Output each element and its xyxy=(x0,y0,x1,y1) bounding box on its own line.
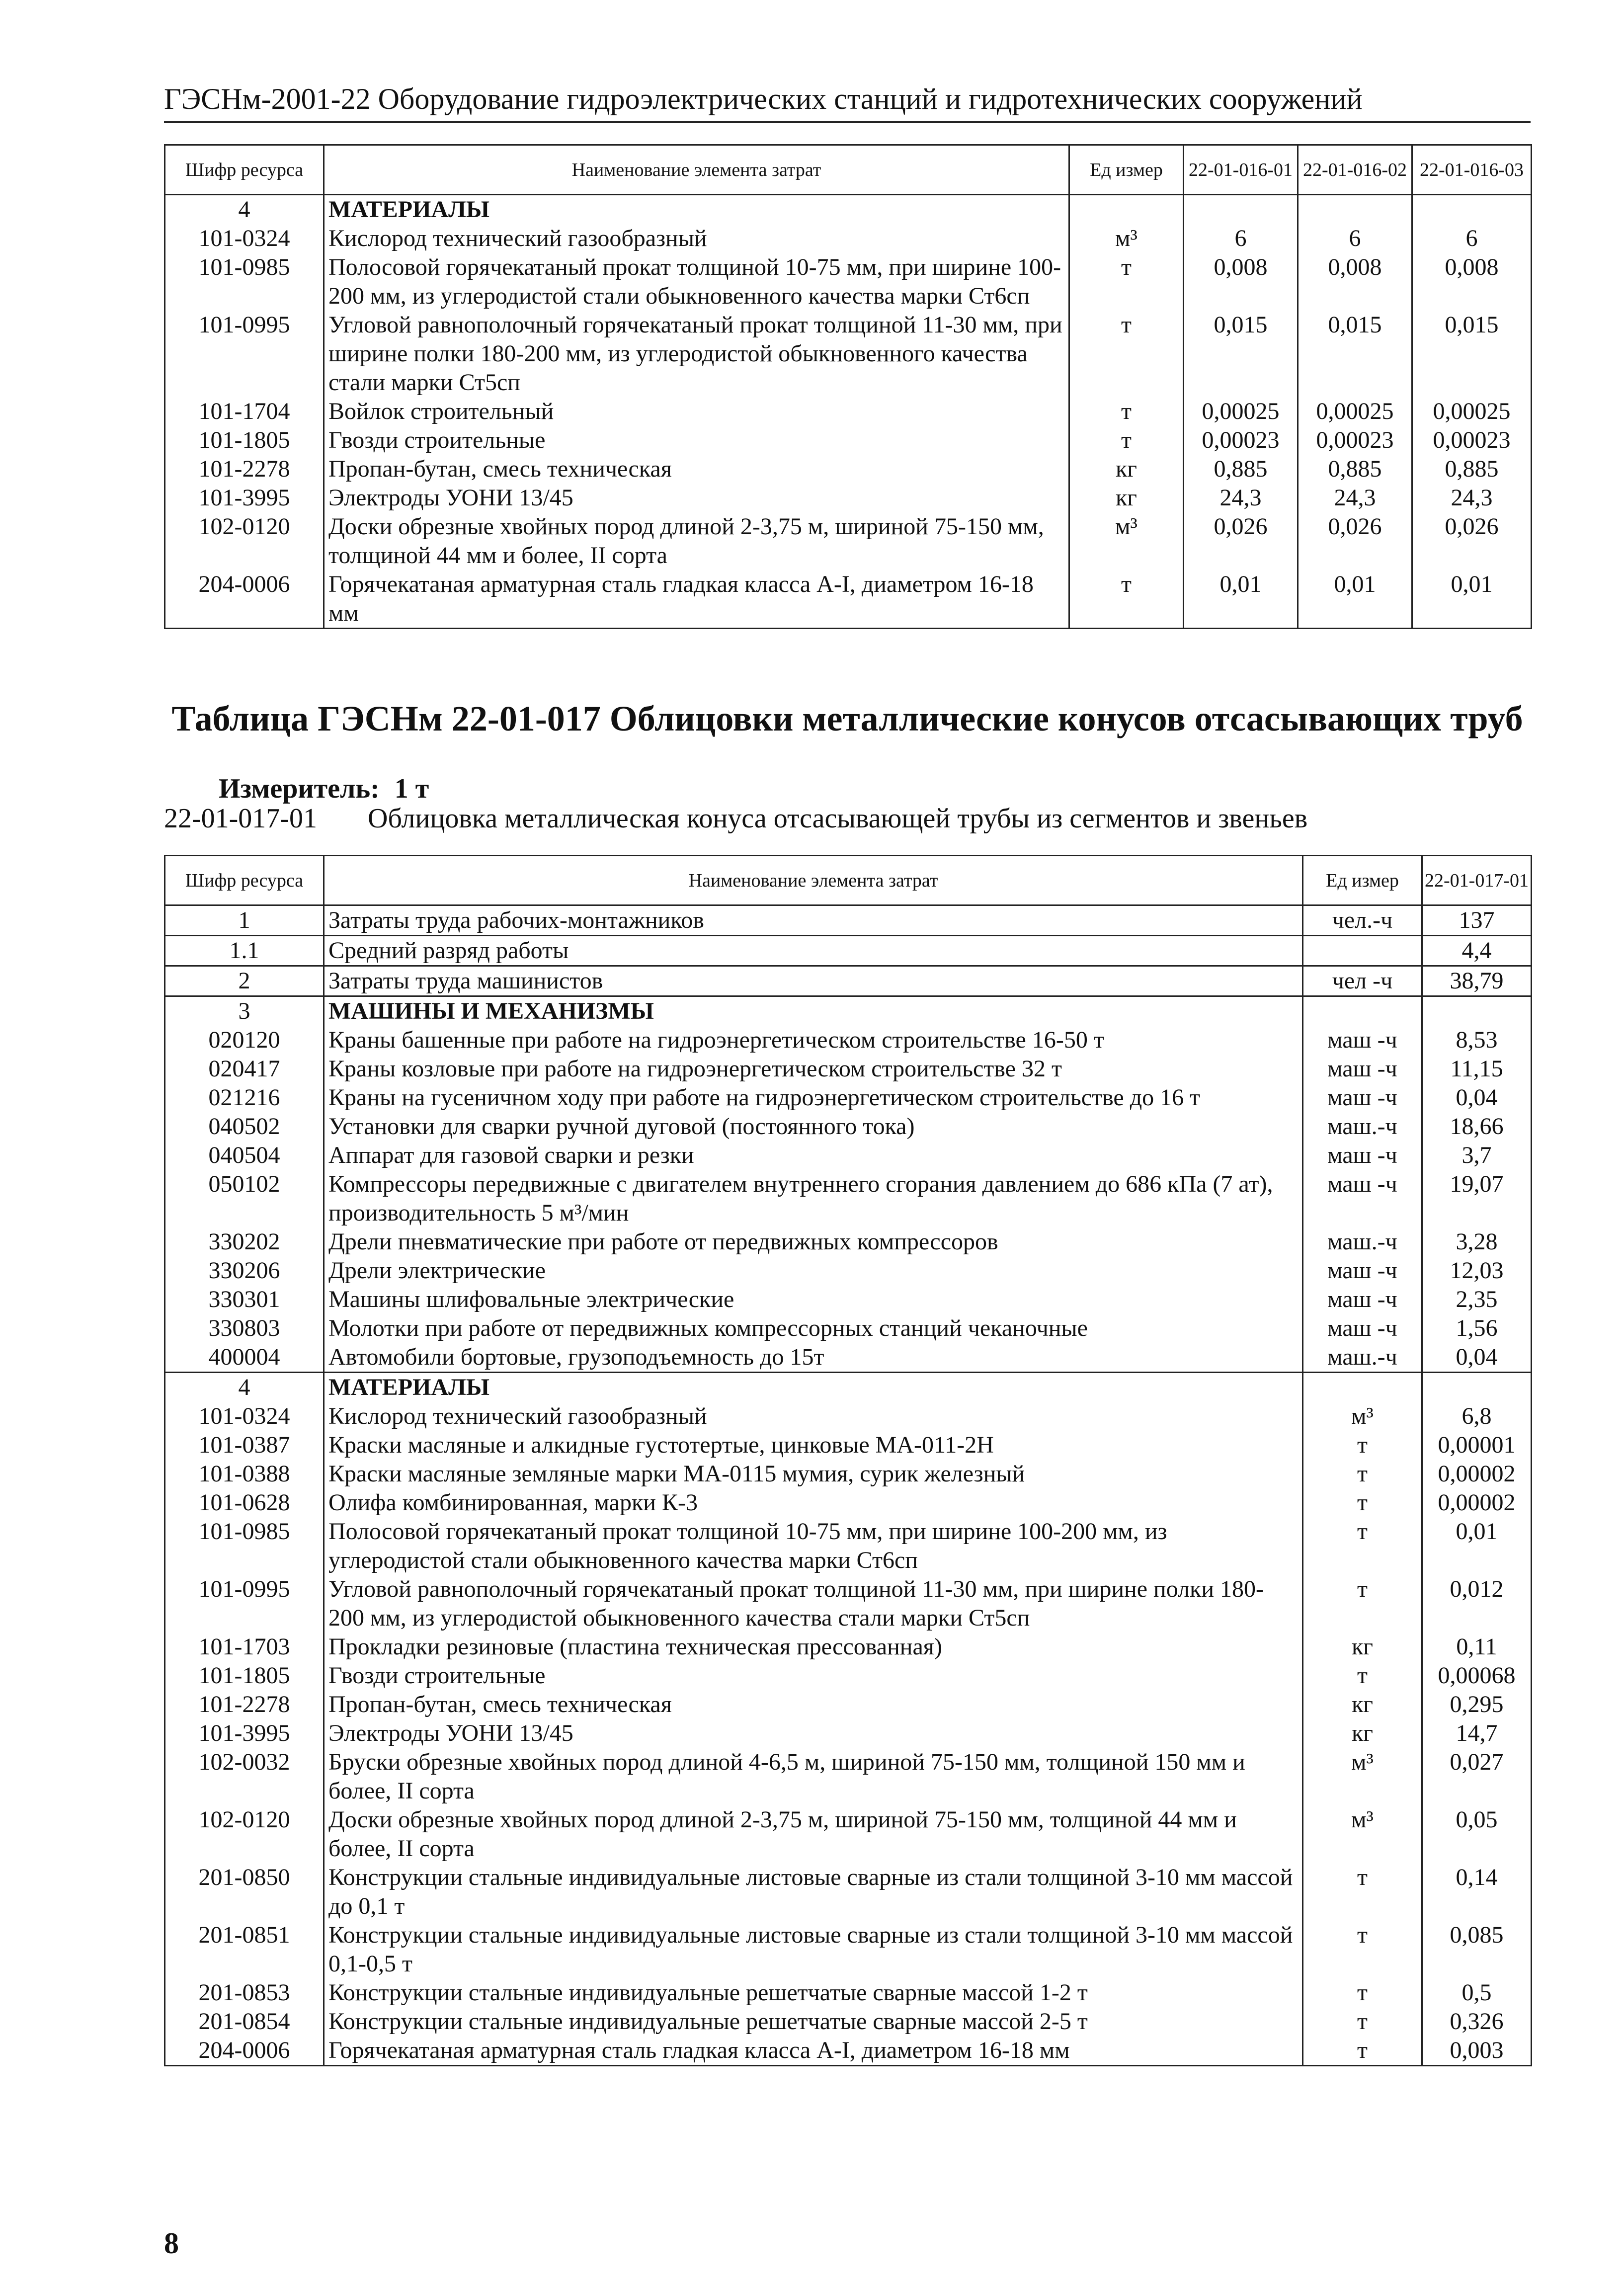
col-header-norm-1: 22-01-016-01 xyxy=(1184,145,1298,195)
col-header-norm-2: 22-01-016-02 xyxy=(1298,145,1412,195)
resource-name: Молотки при работе от передвижных компрессорных станций чеканочные xyxy=(324,1314,1303,1343)
norm-value: 18,66 xyxy=(1422,1112,1532,1141)
norm-value: 0,003 xyxy=(1422,2036,1532,2066)
resource-name: Затраты труда рабочих-монтажников xyxy=(324,905,1303,936)
resource-unit: т xyxy=(1303,1488,1422,1517)
empty-cell xyxy=(1303,996,1422,1026)
machine-row xyxy=(165,1083,1532,1112)
norm-value: 0,027 xyxy=(1422,1748,1532,1805)
resource-unit: т xyxy=(1069,397,1184,426)
norm-value: 0,295 xyxy=(1422,1690,1532,1719)
resource-name: Установки для сварки ручной дуговой (постоянного тока) xyxy=(324,1112,1303,1141)
resource-code: 102-0120 xyxy=(165,1805,324,1863)
norm-value: 38,79 xyxy=(1422,966,1532,996)
col-header-code: Шифр ресурса xyxy=(165,145,324,195)
resource-name: Краны козловые при работе на гидроэнергетическом строительстве 32 т xyxy=(324,1055,1303,1083)
norm-value-1: 24,3 xyxy=(1184,484,1298,512)
norm-value: 0,085 xyxy=(1422,1921,1532,1978)
resource-code: 102-0032 xyxy=(165,1748,324,1805)
norm-value: 0,00002 xyxy=(1422,1488,1532,1517)
machine-row xyxy=(165,1227,1532,1256)
resource-name: Пропан-бутан, смесь техническая xyxy=(324,1690,1303,1719)
resource-unit: т xyxy=(1069,570,1184,629)
norm-value-1: 0,00025 xyxy=(1184,397,1298,426)
resource-code: 1 xyxy=(165,905,324,936)
resource-name: Кислород технический газообразный xyxy=(324,1402,1303,1431)
resource-code: 330202 xyxy=(165,1227,324,1256)
resource-unit: кг xyxy=(1303,1719,1422,1748)
resource-unit: м³ xyxy=(1069,224,1184,253)
empty-cell xyxy=(1422,996,1532,1026)
resource-code: 101-0995 xyxy=(165,1575,324,1633)
norm-value: 0,012 xyxy=(1422,1575,1532,1633)
resource-unit: маш -ч xyxy=(1303,1256,1422,1285)
resource-unit xyxy=(1303,936,1422,966)
resource-code: 400004 xyxy=(165,1343,324,1373)
resource-name: Гвозди строительные xyxy=(324,426,1069,455)
norm-value: 2,35 xyxy=(1422,1285,1532,1314)
table-row xyxy=(165,484,1532,512)
resource-code: 101-0324 xyxy=(165,1402,324,1431)
resource-name: Бруски обрезные хвойных пород длиной 4-6,5 м, шириной 75-150 мм, толщиной 150 мм и более, II сорта xyxy=(324,1748,1303,1805)
norm-value: 12,03 xyxy=(1422,1256,1532,1285)
page-number: 8 xyxy=(164,2227,179,2260)
col-header-unit: Ед измер xyxy=(1303,856,1422,905)
norm-value-1: 6 xyxy=(1184,224,1298,253)
norm-code: 22-01-017-01 xyxy=(164,803,317,834)
resource-unit: т xyxy=(1069,253,1184,311)
norm-value: 0,5 xyxy=(1422,1978,1532,2007)
norm-value: 6,8 xyxy=(1422,1402,1532,1431)
measurer xyxy=(219,773,429,805)
table-row xyxy=(165,512,1532,570)
norm-line xyxy=(164,803,1307,834)
resource-code: 101-0985 xyxy=(165,253,324,311)
resource-code: 201-0850 xyxy=(165,1863,324,1921)
resource-code: 101-2278 xyxy=(165,455,324,484)
material-row xyxy=(165,1805,1532,1863)
resources-table-016 xyxy=(164,144,1532,629)
norm-value-2: 0,008 xyxy=(1298,253,1412,311)
resource-name: Краны башенные при работе на гидроэнергетическом строительстве 16-50 т xyxy=(324,1026,1303,1055)
norm-value-2: 0,026 xyxy=(1298,512,1412,570)
resource-unit: маш -ч xyxy=(1303,1055,1422,1083)
resource-code: 201-0853 xyxy=(165,1978,324,2007)
material-row xyxy=(165,1517,1532,1575)
labor-row xyxy=(165,905,1532,936)
labor-row xyxy=(165,936,1532,966)
resource-name: Доски обрезные хвойных пород длиной 2-3,75 м, шириной 75-150 мм, толщиной 44 мм и более, II сорта xyxy=(324,1805,1303,1863)
table1-body xyxy=(165,195,1532,629)
resource-code: 101-0324 xyxy=(165,224,324,253)
norm-value: 0,326 xyxy=(1422,2007,1532,2036)
resource-name: Электроды УОНИ 13/45 xyxy=(324,484,1069,512)
norm-value: 14,7 xyxy=(1422,1719,1532,1748)
resource-name: Прокладки резиновые (пластина техническая прессованная) xyxy=(324,1633,1303,1661)
norm-value: 1,56 xyxy=(1422,1314,1532,1343)
norm-value: 0,00001 xyxy=(1422,1431,1532,1460)
norm-name: Облицовка металлическая конуса отсасывающей трубы из сегментов и звеньев xyxy=(368,803,1308,834)
resource-name: Конструкции стальные индивидуальные листовые сварные из стали толщиной 3-10 мм массой 0,1-0,5 т xyxy=(324,1921,1303,1978)
norm-value: 0,04 xyxy=(1422,1083,1532,1112)
resource-unit: маш.-ч xyxy=(1303,1227,1422,1256)
table-row xyxy=(165,455,1532,484)
resource-name: Конструкции стальные индивидуальные решетчатые сварные массой 2-5 т xyxy=(324,2007,1303,2036)
table-row xyxy=(165,426,1532,455)
resource-unit: чел.-ч xyxy=(1303,905,1422,936)
norm-value: 19,07 xyxy=(1422,1170,1532,1227)
empty-cell xyxy=(1422,1373,1532,1402)
resource-unit: маш.-ч xyxy=(1303,1343,1422,1373)
measurer-label: Измеритель: xyxy=(219,773,380,804)
resource-name: Полосовой горячекатаный прокат толщиной 10-75 мм, при ширине 100-200 мм, из углеродистой стали обыкновенного качества марки Ст6сп xyxy=(324,253,1069,311)
resource-code: 330206 xyxy=(165,1256,324,1285)
resource-unit: т xyxy=(1303,2007,1422,2036)
col-header-code: Шифр ресурса xyxy=(165,856,324,905)
machine-row xyxy=(165,1026,1532,1055)
norm-value: 3,7 xyxy=(1422,1141,1532,1170)
resource-name: Кислород технический газообразный xyxy=(324,224,1069,253)
resource-name: Дрели пневматические при работе от передвижных компрессоров xyxy=(324,1227,1303,1256)
machine-row xyxy=(165,1314,1532,1343)
norm-value: 11,15 xyxy=(1422,1055,1532,1083)
empty-cell xyxy=(1069,195,1184,225)
machine-row xyxy=(165,1170,1532,1227)
material-row xyxy=(165,1633,1532,1661)
resource-unit: маш -ч xyxy=(1303,1083,1422,1112)
resource-name: Пропан-бутан, смесь техническая xyxy=(324,455,1069,484)
section-number: 4 xyxy=(165,195,324,225)
norm-value: 137 xyxy=(1422,905,1532,936)
resource-unit: т xyxy=(1303,1517,1422,1575)
col-header-norm: 22-01-017-01 xyxy=(1422,856,1532,905)
norm-value-2: 0,885 xyxy=(1298,455,1412,484)
machine-row xyxy=(165,1055,1532,1083)
norm-value: 0,11 xyxy=(1422,1633,1532,1661)
resource-name: Доски обрезные хвойных пород длиной 2-3,75 м, шириной 75-150 мм, толщиной 44 мм и более, II сорта xyxy=(324,512,1069,570)
resource-unit: т xyxy=(1303,1431,1422,1460)
col-header-name: Наименование элемента затрат xyxy=(324,145,1069,195)
norm-value: 0,05 xyxy=(1422,1805,1532,1863)
resource-unit: т xyxy=(1303,1460,1422,1488)
section-row xyxy=(165,996,1532,1026)
resource-unit: м³ xyxy=(1303,1402,1422,1431)
section-title: МАШИНЫ И МЕХАНИЗМЫ xyxy=(324,996,1303,1026)
empty-cell xyxy=(1412,195,1532,225)
resource-unit: маш -ч xyxy=(1303,1026,1422,1055)
resource-code: 330301 xyxy=(165,1285,324,1314)
resource-code: 040504 xyxy=(165,1141,324,1170)
resource-code: 020120 xyxy=(165,1026,324,1055)
resource-name: Угловой равнополочный горячекатаный прокат толщиной 11-30 мм, при ширине полки 180-200 мм, из углеродистой обыкновенного качества стали марки Ст5сп xyxy=(324,1575,1303,1633)
resource-code: 101-3995 xyxy=(165,1719,324,1748)
resource-unit: маш -ч xyxy=(1303,1285,1422,1314)
norm-value-3: 24,3 xyxy=(1412,484,1532,512)
resource-code: 101-0985 xyxy=(165,1517,324,1575)
norm-value-3: 0,885 xyxy=(1412,455,1532,484)
resource-name: Конструкции стальные индивидуальные решетчатые сварные массой 1-2 т xyxy=(324,1978,1303,2007)
resource-unit: т xyxy=(1303,2036,1422,2066)
material-row xyxy=(165,1690,1532,1719)
section-row xyxy=(165,1373,1532,1402)
table-row xyxy=(165,397,1532,426)
resource-unit: м³ xyxy=(1303,1805,1422,1863)
resource-code: 204-0006 xyxy=(165,570,324,629)
material-row xyxy=(165,1488,1532,1517)
resource-code: 020417 xyxy=(165,1055,324,1083)
section-number: 3 xyxy=(165,996,324,1026)
resource-unit: маш -ч xyxy=(1303,1141,1422,1170)
table-row xyxy=(165,311,1532,397)
resource-name: Горячекатаная арматурная сталь гладкая класса А-I, диаметром 16-18 мм xyxy=(324,2036,1303,2066)
resource-unit: т xyxy=(1303,1921,1422,1978)
norm-value-2: 6 xyxy=(1298,224,1412,253)
page-header: ГЭСНм-2001-22 Оборудование гидроэлектрических станций и гидротехнических сооружений xyxy=(164,82,1531,123)
norm-value-1: 0,026 xyxy=(1184,512,1298,570)
resource-name: Дрели электрические xyxy=(324,1256,1303,1285)
resource-name: Краны на гусеничном ходу при работе на гидроэнергетическом строительстве до 16 т xyxy=(324,1083,1303,1112)
machine-row xyxy=(165,1256,1532,1285)
resource-name: Краски масляные и алкидные густотертые, цинковые МА-011-2Н xyxy=(324,1431,1303,1460)
machine-row xyxy=(165,1343,1532,1373)
material-row xyxy=(165,1863,1532,1921)
col-header-unit: Ед измер xyxy=(1069,145,1184,195)
norm-value-3: 0,026 xyxy=(1412,512,1532,570)
labor-row xyxy=(165,966,1532,996)
norm-value-1: 0,015 xyxy=(1184,311,1298,397)
resource-name: Компрессоры передвижные с двигателем внутреннего сгорания давлением до 686 кПа (7 ат), производительность 5 м³/мин xyxy=(324,1170,1303,1227)
resource-code: 101-0387 xyxy=(165,1431,324,1460)
resource-code: 102-0120 xyxy=(165,512,324,570)
resource-name: Краски масляные земляные марки МА-0115 мумия, сурик железный xyxy=(324,1460,1303,1488)
norm-value-3: 0,00025 xyxy=(1412,397,1532,426)
resource-code: 1.1 xyxy=(165,936,324,966)
resource-name: Олифа комбинированная, марки К-3 xyxy=(324,1488,1303,1517)
resource-unit: т xyxy=(1069,311,1184,397)
resource-name: Конструкции стальные индивидуальные листовые сварные из стали толщиной 3-10 мм массой до 0,1 т xyxy=(324,1863,1303,1921)
resource-unit: м³ xyxy=(1303,1748,1422,1805)
col-header-name: Наименование элемента затрат xyxy=(324,856,1303,905)
norm-value: 3,28 xyxy=(1422,1227,1532,1256)
resource-code: 101-2278 xyxy=(165,1690,324,1719)
material-row xyxy=(165,1748,1532,1805)
table-title: Таблица ГЭСНм 22-01-017 Облицовки металлические конусов отсасывающих труб xyxy=(171,699,1523,738)
resource-name: Полосовой горячекатаный прокат толщиной 10-75 мм, при ширине 100-200 мм, из углеродистой стали обыкновенного качества марки Ст6сп xyxy=(324,1517,1303,1575)
section-row xyxy=(165,195,1532,225)
resource-code: 050102 xyxy=(165,1170,324,1227)
norm-value: 0,14 xyxy=(1422,1863,1532,1921)
norm-value-3: 0,015 xyxy=(1412,311,1532,397)
resource-code: 101-0388 xyxy=(165,1460,324,1488)
norm-value-2: 0,00023 xyxy=(1298,426,1412,455)
norm-value: 0,04 xyxy=(1422,1343,1532,1373)
norm-value-2: 0,015 xyxy=(1298,311,1412,397)
resource-name: Аппарат для газовой сварки и резки xyxy=(324,1141,1303,1170)
resource-code: 201-0851 xyxy=(165,1921,324,1978)
resource-unit: кг xyxy=(1303,1690,1422,1719)
resource-name: Средний разряд работы xyxy=(324,936,1303,966)
resource-code: 101-0628 xyxy=(165,1488,324,1517)
resource-code: 204-0006 xyxy=(165,2036,324,2066)
resource-name: Угловой равнополочный горячекатаный прокат толщиной 11-30 мм, при ширине полки 180-200 мм, из углеродистой обыкновенного качества стали марки Ст5сп xyxy=(324,311,1069,397)
resource-code: 330803 xyxy=(165,1314,324,1343)
section-title: МАТЕРИАЛЫ xyxy=(324,1373,1303,1402)
material-row xyxy=(165,1921,1532,1978)
resource-unit: т xyxy=(1303,1661,1422,1690)
norm-value: 0,00068 xyxy=(1422,1661,1532,1690)
norm-value-2: 24,3 xyxy=(1298,484,1412,512)
resource-name: Войлок строительный xyxy=(324,397,1069,426)
material-row xyxy=(165,1575,1532,1633)
table-row xyxy=(165,224,1532,253)
norm-value-3: 0,00023 xyxy=(1412,426,1532,455)
resource-code: 101-1805 xyxy=(165,426,324,455)
resource-code: 101-1703 xyxy=(165,1633,324,1661)
resource-unit: кг xyxy=(1303,1633,1422,1661)
measurer-value: 1 т xyxy=(394,773,429,804)
resource-unit: т xyxy=(1303,1575,1422,1633)
resource-name: Машины шлифовальные электрические xyxy=(324,1285,1303,1314)
material-row xyxy=(165,1978,1532,2007)
machine-row xyxy=(165,1285,1532,1314)
norm-value-3: 6 xyxy=(1412,224,1532,253)
section-title: МАТЕРИАЛЫ xyxy=(324,195,1069,225)
resource-code: 101-0995 xyxy=(165,311,324,397)
resource-unit: м³ xyxy=(1069,512,1184,570)
material-row xyxy=(165,2036,1532,2066)
resource-name: Гвозди строительные xyxy=(324,1661,1303,1690)
resource-code: 2 xyxy=(165,966,324,996)
resource-unit: т xyxy=(1069,426,1184,455)
norm-value-1: 0,01 xyxy=(1184,570,1298,629)
norm-value-1: 0,008 xyxy=(1184,253,1298,311)
norm-value-3: 0,008 xyxy=(1412,253,1532,311)
empty-cell xyxy=(1303,1373,1422,1402)
resource-code: 101-1805 xyxy=(165,1661,324,1690)
col-header-norm-3: 22-01-016-03 xyxy=(1412,145,1532,195)
material-row xyxy=(165,2007,1532,2036)
material-row xyxy=(165,1460,1532,1488)
norm-value: 0,01 xyxy=(1422,1517,1532,1575)
resource-unit: маш.-ч xyxy=(1303,1112,1422,1141)
resource-unit: т xyxy=(1303,1863,1422,1921)
empty-cell xyxy=(1184,195,1298,225)
resource-code: 201-0854 xyxy=(165,2007,324,2036)
table-row xyxy=(165,570,1532,629)
norm-value-1: 0,00023 xyxy=(1184,426,1298,455)
resource-unit: т xyxy=(1303,1978,1422,2007)
resource-code: 040502 xyxy=(165,1112,324,1141)
norm-value-1: 0,885 xyxy=(1184,455,1298,484)
material-row xyxy=(165,1431,1532,1460)
norm-value-2: 0,00025 xyxy=(1298,397,1412,426)
table-row xyxy=(165,253,1532,311)
section-number: 4 xyxy=(165,1373,324,1402)
resource-name: Затраты труда машинистов xyxy=(324,966,1303,996)
table2-body xyxy=(165,905,1532,2066)
resource-code: 101-3995 xyxy=(165,484,324,512)
norm-value-3: 0,01 xyxy=(1412,570,1532,629)
resource-unit: кг xyxy=(1069,455,1184,484)
norm-value-2: 0,01 xyxy=(1298,570,1412,629)
resource-unit: маш -ч xyxy=(1303,1314,1422,1343)
resource-code: 101-1704 xyxy=(165,397,324,426)
resource-unit: чел -ч xyxy=(1303,966,1422,996)
norm-value: 0,00002 xyxy=(1422,1460,1532,1488)
material-row xyxy=(165,1719,1532,1748)
norm-value: 8,53 xyxy=(1422,1026,1532,1055)
resource-name: Электроды УОНИ 13/45 xyxy=(324,1719,1303,1748)
resource-name: Автомобили бортовые, грузоподъемность до 15т xyxy=(324,1343,1303,1373)
material-row xyxy=(165,1661,1532,1690)
resource-name: Горячекатаная арматурная сталь гладкая класса А-I, диаметром 16-18 мм xyxy=(324,570,1069,629)
norm-value: 4,4 xyxy=(1422,936,1532,966)
material-row xyxy=(165,1402,1532,1431)
resources-table-017 xyxy=(164,855,1532,2066)
empty-cell xyxy=(1298,195,1412,225)
resource-unit: маш -ч xyxy=(1303,1170,1422,1227)
machine-row xyxy=(165,1112,1532,1141)
resource-code: 021216 xyxy=(165,1083,324,1112)
resource-unit: кг xyxy=(1069,484,1184,512)
machine-row xyxy=(165,1141,1532,1170)
